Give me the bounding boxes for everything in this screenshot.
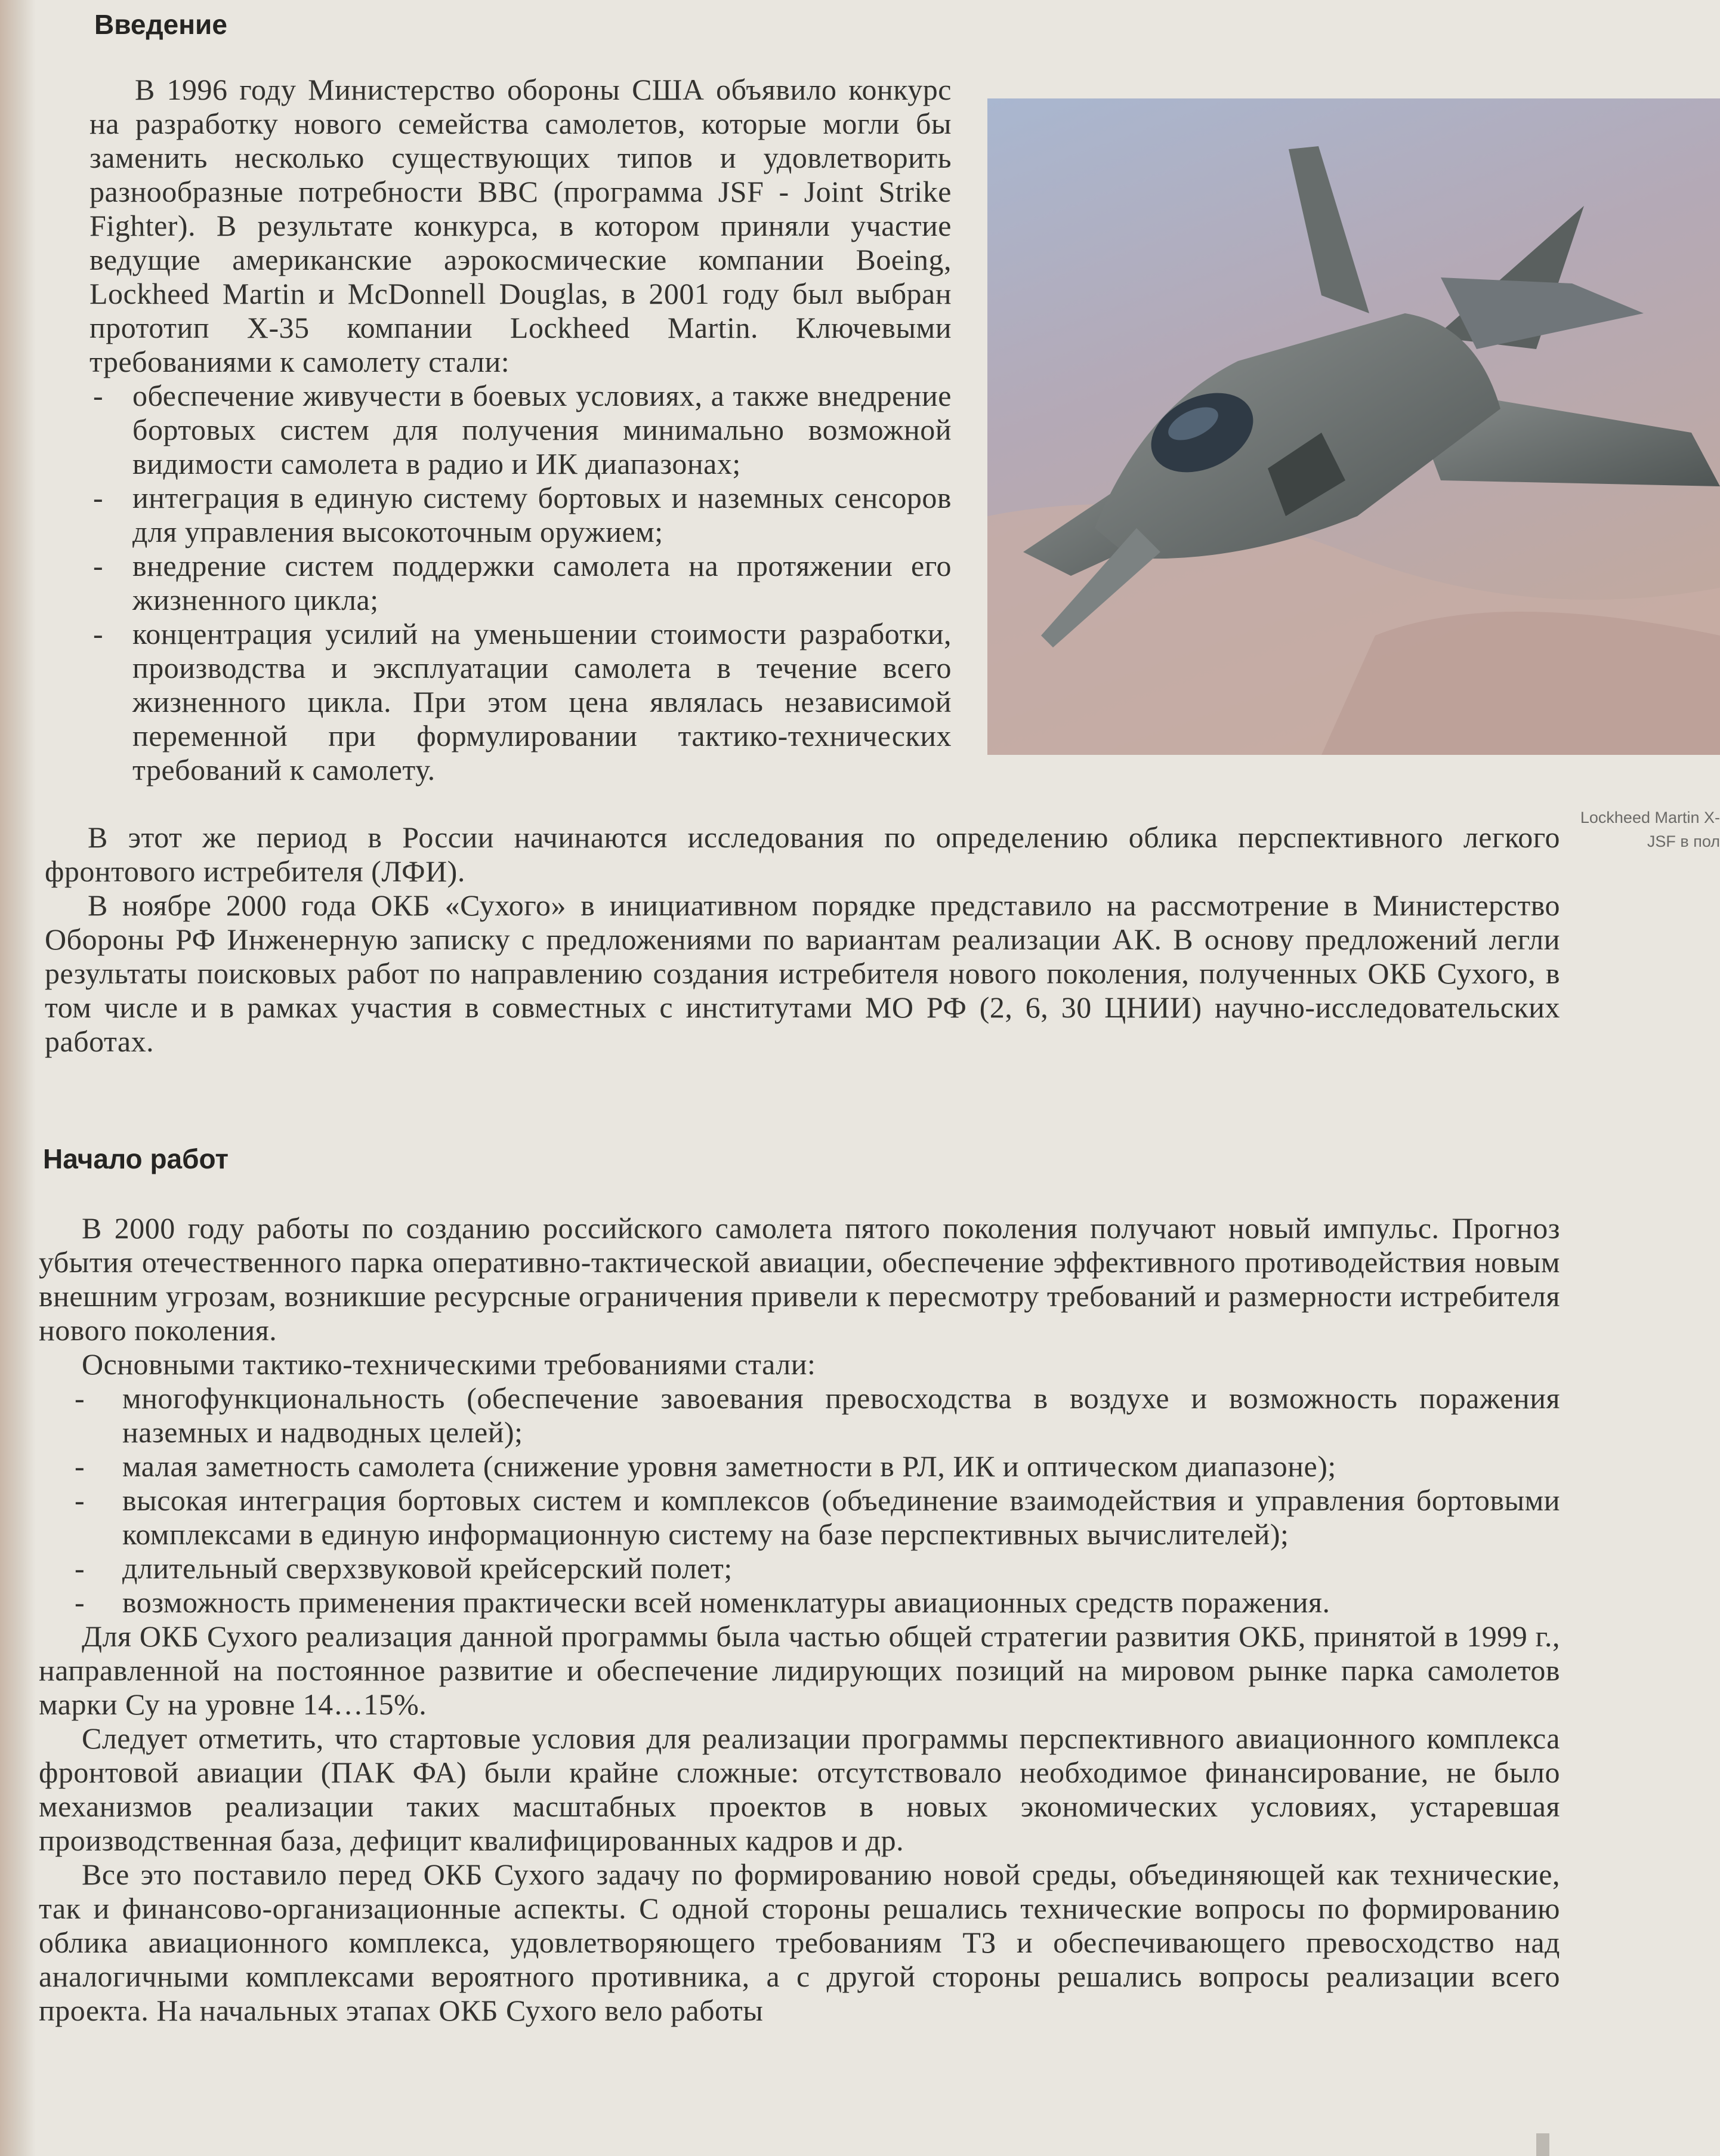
figure-caption	[1527, 806, 1720, 853]
start-text-column	[39, 1211, 1560, 2028]
list-item: - малая заметность самолета (снижение уровня заметности в РЛ, ИК и оптическом диапазоне);	[39, 1449, 1560, 1483]
aircraft-photo	[987, 98, 1720, 755]
intro-paragraph-3: В ноябре 2000 года ОКБ «Сухого» в инициативном порядке представило на рассмотрение в Министерство Обороны РФ Инженерную записку с предложениями по вариантам реализации АК. В основу предложений легли результаты поисковых работ по направлению создания истребителя нового поколения, полученных ОКБ Сухого, в том числе и в рамках участия в совместных с институтами МО РФ (2, 6, 30 ЦНИИ) научно-исследовательских работах.	[45, 889, 1560, 1058]
section-heading-start: Начало работ	[43, 1143, 229, 1174]
page-tab-marker	[1536, 2133, 1549, 2156]
list-item: - возможность применения практически всей номенклатуры авиационных средств поражения.	[39, 1586, 1560, 1620]
list-item: - концентрация усилий на уменьшении стоимости разработки, производства и эксплуатации самолета в течение всего жизненного цикла. При этом цена являлась независимой переменной при формулировании тактико-технических требований к самолету.	[89, 617, 952, 787]
list-item: - длительный сверхзвуковой крейсерский полет;	[39, 1552, 1560, 1586]
intro-requirements-list	[89, 379, 952, 787]
caption-line-1: Lockheed Martin X-	[1580, 809, 1720, 826]
start-paragraph-5: Все это поставило перед ОКБ Сухого задачу по формированию новой среды, объединяющей как технические, так и финансово-организационные аспекты. С одной стороны решались технические вопросы по формированию облика авиационного комплекса, удовлетворяющего требованиям ТЗ и обеспечивающего превосходство над аналогичными комплексами вероятного противника, а с другой стороны решались вопросы реализации всего проекта. На начальных этапах ОКБ Сухого вело работы	[39, 1858, 1560, 2027]
start-requirements-list	[39, 1381, 1560, 1620]
list-item: - обеспечение живучести в боевых условиях, а также внедрение бортовых систем для получения минимально возможной видимости самолета в радио и ИК диапазонах;	[89, 379, 952, 481]
list-item: - интеграция в единую систему бортовых и наземных сенсоров для управления высокоточным оружием;	[89, 481, 952, 549]
start-paragraph-1: В 2000 году работы по созданию российского самолета пятого поколения получают новый импульс. Прогноз убытия отечественного парка оперативно-тактической авиации, обеспечение эффективного противодействия новым внешним угрозам, возникшие ресурсные ограничения привели к пересмотру требований и размерности истребителя нового поколения.	[39, 1211, 1560, 1347]
section-heading-intro: Введение	[94, 9, 227, 40]
start-paragraph-3: Для ОКБ Сухого реализация данной программы была частью общей стратегии развития ОКБ, принятой в 1999 г., направленной на постоянное развитие и обеспечение лидирующих позиций на мировом рынке парка самолетов марки Су на уровне 14…15%.	[39, 1620, 1560, 1721]
list-item: - многофункциональность (обеспечение завоевания превосходства в воздухе и возможность поражения наземных и надводных целей);	[39, 1381, 1560, 1449]
intro-paragraph-2: В этот же период в России начинаются исследования по определению облика перспективного легкого фронтового истребителя (ЛФИ).	[45, 821, 1560, 888]
page-edge-shadow	[0, 0, 36, 2156]
start-paragraph-4: Следует отметить, что стартовые условия для реализации программы перспективного авиационного комплекса фронтовой авиации (ПАК ФА) были крайне сложные: отсутствовало необходимое финансирование, не было механизмов реализации таких масштабных проектов в новых экономических условиях, устаревшая производственная база, дефицит квалифицированных кадров и др.	[39, 1722, 1560, 1857]
intro-text-wide	[45, 821, 1560, 1059]
list-item: - внедрение систем поддержки самолета на протяжении его жизненного цикла;	[89, 549, 952, 617]
intro-paragraph-1: В 1996 году Министерство обороны США объявило конкурс на разработку нового семейства самолетов, которые могли бы заменить несколько существующих типов и удовлетворить разнообразные потребности ВВС (программа JSF - Joint Strike Fighter). В результате конкурса, в котором приняли участие ведущие американские аэрокосмические компании Boeing, Lockheed Martin и McDonnell Douglas, в 2001 году был выбран прототип Х-35 компании Lockheed Martin. Ключевыми требованиями к самолету стали:	[89, 73, 952, 378]
start-paragraph-2: Основными тактико-техническими требованиями стали:	[82, 1347, 816, 1381]
list-item: - высокая интеграция бортовых систем и комплексов (объединение взаимодействия и управления бортовыми комплексами в единую информационную систему на базе перспективных вычислителей);	[39, 1483, 1560, 1552]
intro-text-column	[89, 73, 952, 787]
caption-line-2: JSF в пол	[1647, 832, 1720, 850]
